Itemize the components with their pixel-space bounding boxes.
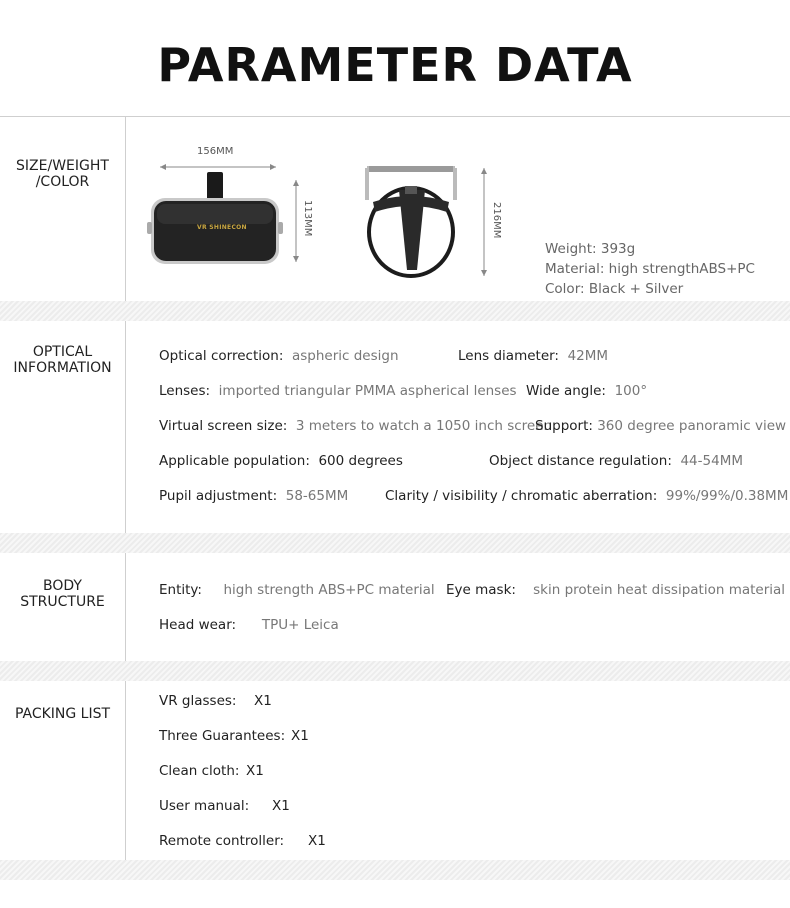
packing-item-qty: X1 — [308, 833, 326, 849]
dimension-height-side-arrow — [0, 0, 790, 300]
section-label-line: SIZE/WEIGHT — [16, 158, 109, 174]
spec-key: Lens diameter: — [458, 348, 559, 364]
material-text: Material: high strengthABS+PC — [545, 261, 755, 277]
spec-value: aspheric design — [291, 348, 399, 364]
packing-item-name: Remote controller: — [159, 833, 285, 849]
weight-text: Weight: 393g — [545, 241, 636, 257]
section-separator — [0, 661, 790, 681]
spec-key: Support: — [535, 418, 593, 434]
spec-value: 44-54MM — [680, 453, 743, 469]
brand-logo: VR SHINECON — [197, 224, 247, 231]
spec-key: Wide angle: — [526, 383, 606, 399]
packing-item — [159, 728, 285, 744]
packing-item — [159, 833, 284, 849]
spec-row — [159, 453, 403, 469]
packing-item-qty: X1 — [254, 693, 272, 709]
spec-row — [526, 383, 647, 399]
spec-value: 3 meters to watch a 1050 inch screen — [295, 418, 553, 434]
spec-row — [159, 488, 348, 504]
spec-key: Virtual screen size: — [159, 418, 288, 434]
dimension-height-front-label: 113MM — [302, 200, 313, 237]
spec-row — [446, 582, 785, 598]
packing-item — [159, 693, 236, 709]
spec-value: skin protein heat dissipation material — [533, 582, 786, 598]
section-separator — [0, 860, 790, 880]
packing-item-name: Clean cloth: — [159, 763, 240, 779]
spec-value: 42MM — [567, 348, 609, 364]
packing-item — [159, 763, 239, 779]
packing-item-name: User manual: — [159, 798, 250, 814]
spec-value: 99%/99%/0.38MM — [665, 488, 789, 504]
color-text: Color: Black + Silver — [545, 281, 684, 297]
section-label-optical — [0, 344, 125, 376]
section-label-packing-list: PACKING LIST — [14, 706, 111, 722]
spec-key: Optical correction: — [159, 348, 284, 364]
section-separator — [0, 301, 790, 321]
spec-row — [385, 488, 788, 504]
section-label-line: INFORMATION — [13, 360, 112, 376]
spec-value: high strength ABS+PC material — [223, 582, 435, 598]
packing-item-qty: X1 — [272, 798, 290, 814]
spec-row — [159, 617, 339, 633]
section-label-line: OPTICAL — [32, 344, 93, 360]
spec-key: Clarity / visibility / chromatic aberration: — [385, 488, 658, 504]
spec-value: 600 degrees — [318, 453, 403, 469]
spec-row — [159, 348, 399, 364]
spec-value: TPU+ Leica — [261, 617, 339, 633]
spec-key: Pupil adjustment: — [159, 488, 278, 504]
spec-key: Object distance regulation: — [489, 453, 672, 469]
spec-key: Entity: — [159, 582, 202, 598]
section-label-body-structure: BODY STRUCTURE — [20, 578, 105, 610]
spec-key: Lenses: — [159, 383, 211, 399]
spec-row — [489, 453, 743, 469]
spec-value: 100° — [614, 383, 648, 399]
spec-key: Applicable population: — [159, 453, 310, 469]
spec-row — [159, 418, 552, 434]
spec-key: Head wear: — [159, 617, 237, 633]
spec-key: Eye mask: — [446, 582, 516, 598]
spec-row — [159, 582, 435, 598]
section-separator — [0, 533, 790, 553]
packing-item-name: VR glasses: — [159, 693, 237, 709]
page-title: PARAMETER DATA — [157, 38, 633, 92]
section-label-line: /COLOR — [35, 174, 90, 190]
spec-row — [535, 418, 786, 434]
packing-item-name: Three Guarantees: — [159, 728, 286, 744]
packing-item-qty: X1 — [291, 728, 309, 744]
packing-item-qty: X1 — [246, 763, 264, 779]
spec-value: imported triangular PMMA aspherical lenses — [218, 383, 517, 399]
spec-row — [458, 348, 608, 364]
spec-value: 360 degree panoramic view — [597, 418, 787, 434]
spec-row — [159, 383, 517, 399]
packing-item — [159, 798, 249, 814]
spec-value: 58-65MM — [285, 488, 349, 504]
dimension-height-side-label: 216MM — [491, 202, 502, 239]
dimension-width-label: 156MM — [197, 146, 234, 157]
